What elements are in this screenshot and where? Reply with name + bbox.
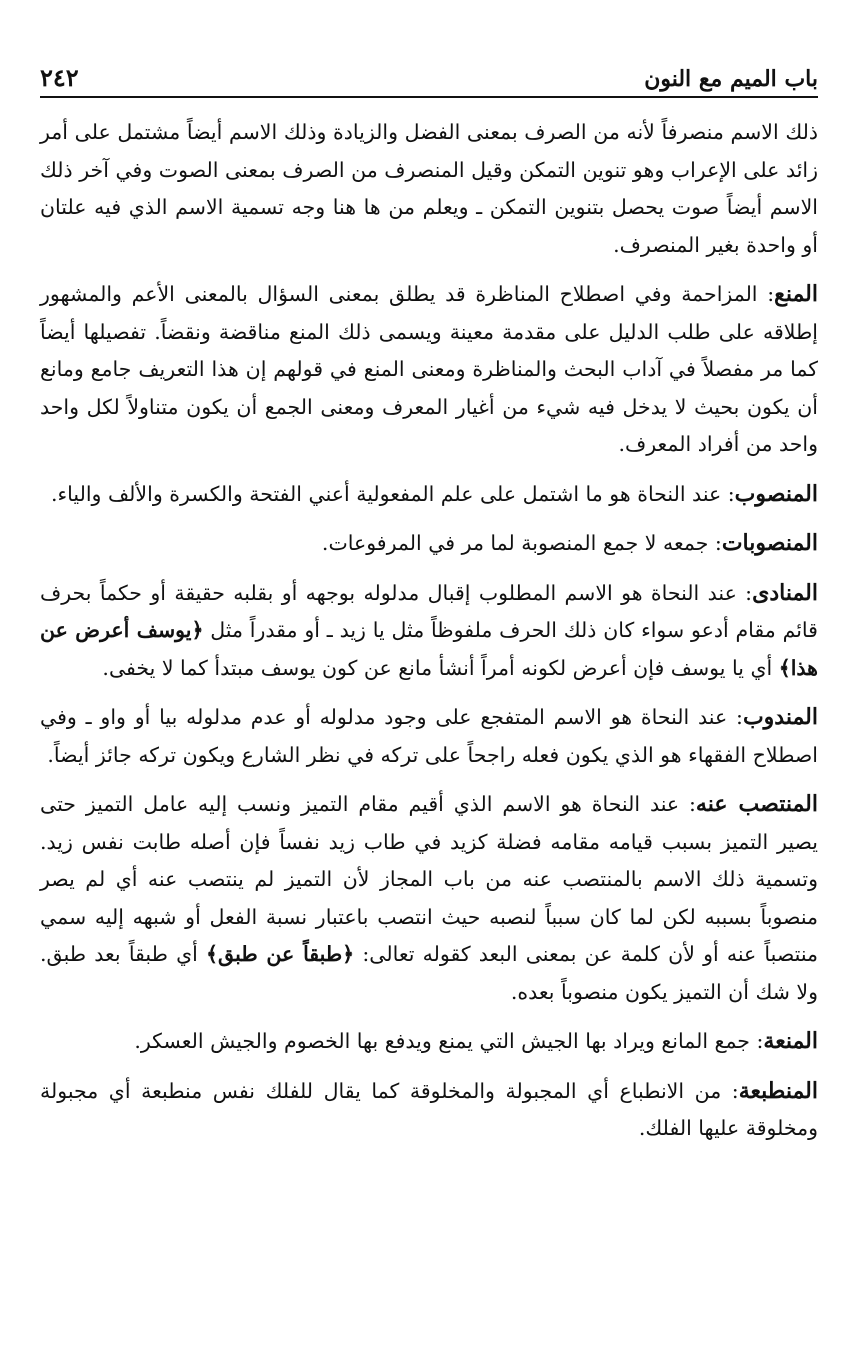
entry-term: المنادى: [752, 579, 818, 606]
page-header: [40, 52, 818, 92]
quran-quote: ﴿طبقاً عن طبق﴾: [206, 942, 355, 966]
entry-al-mansub: [40, 476, 818, 514]
entry-text: ذلك الاسم منصرفاً لأنه من الصرف بمعنى الفضل والزيادة وذلك الاسم أيضاً مشتمل على أمر زائد على الإعراب وهو تنوين التمكن وقيل المنصرف من الصرف بمعنى الصوت وفي آخر ذلك الاسم أيضاً صوت يحصل بتنوين التمكن ـ ويعلم من ها هنا وجه تسمية الاسم الذي فيه علتان أو واحدة بغير المنصرف.: [40, 120, 818, 257]
entry-term: المنعة: [763, 1028, 818, 1054]
entry-text: : عند النحاة هو ما اشتمل على علم المفعولية أعني الفتحة والكسرة والألف والياء.: [51, 481, 735, 506]
entry-text: : عند النحاة هو الاسم المتفجع على وجود مدلوله أو عدم مدلوله بيا أو واو ـ وفي اصطلاح الفقهاء هو الذي يكون فعله راجحاً على تركه في نظر الشارع ويكون تركه جائز أيضاً.: [40, 705, 818, 767]
entry-text: : جمع المانع ويراد بها الجيش التي يمنع ويدفع بها الخصوم والجيش العسكر.: [134, 1029, 764, 1053]
entry-term: المنع: [774, 281, 818, 307]
entry-term: المندوب: [742, 704, 818, 730]
page-body: [40, 114, 818, 1160]
entry-term: المنطبعة: [738, 1077, 818, 1104]
entry-text: : من الانطباع أي المجبولة والمخلوقة كما يقال للفلك نفس منطبعة أي مجبولة ومخلوقة عليها الفلك.: [40, 1078, 818, 1140]
entry-text: : جمعه لا جمع المنصوبة لما مر في المرفوعات.: [321, 531, 722, 555]
quran-quote: ﴿يوسف أعرض عن هذا﴾: [40, 618, 818, 680]
entry-al-munada: [40, 575, 818, 688]
entry-al-mansubat: [40, 525, 818, 563]
entry-term: المنصوبات: [721, 530, 818, 556]
entry-text: أي طبقاً بعد طبق. ولا شك أن التميز يكون منصوباً بعده.: [40, 942, 818, 1004]
page-number: ٢٤٢: [40, 63, 79, 92]
entry-text: : المزاحمة وفي اصطلاح المناظرة قد يطلق بمعنى السؤال بالمعنى الأعم والمشهور إطلاقه على طلب الدليل على مقدمة معينة ويسمى ذلك المنع مناقضة ونقضاً. تفصيلها أيضاً كما مر مفصلاً في آداب البحث والمناظرة ومعنى المنع في قولهم إن هذا التعريف جامع ومانع أن يكون بحيث لا يدخل فيه شيء من أغيار المعرف ومعنى الجمع أن يكون متناولاً لكل واحد واحد من أفراد المعرف.: [40, 282, 818, 456]
entry-al-mandub: [40, 699, 818, 774]
entry-al-manaa: [40, 1023, 818, 1061]
continuation-paragraph: [40, 114, 818, 264]
chapter-title: باب الميم مع النون: [644, 66, 818, 92]
entry-text: : عند النحاة هو الاسم الذي أقيم مقام التميز ونسب إليه عامل التميز حتى يصير التميز بسبب قيامه مقامه فضلة كزيد في طاب زيد نفساً فإن أصله طابت نفس زيد. وتسمية ذلك الاسم بالمنتصب عنه من باب المجاز لأن التميز لم ينتصب عنه أي لم يصر منصوباً بسببه لكن لما كان سبباً لنصبه حيث انتصب باعتبار نسبة الفعل أو شبهه إليه سمي منتصباً عنه أو لأن كلمة عن بمعنى البعد كقوله تعالى:: [40, 792, 818, 966]
entry-al-muntasab-anhu: [40, 786, 818, 1011]
header-divider: [40, 96, 818, 98]
entry-al-muntabia: [40, 1073, 818, 1148]
entry-text: : عند النحاة هو الاسم المطلوب إقبال مدلوله بوجهه أو بقلبه حقيقة أو حكماً بحرف قائم مقام أدعو سواء كان ذلك الحرف ملفوظاً مثل يا زيد ـ أو مقدراً مثل: [40, 580, 818, 642]
entry-term: المنصوب: [734, 480, 818, 507]
entry-term: المنتصب عنه: [695, 791, 819, 817]
entry-text: أي يا يوسف فإن أعرض لكونه أمراً أنشأ مانع عن كون يوسف مبتدأ كما لا يخفى.: [102, 655, 779, 680]
entry-al-man: [40, 276, 818, 464]
